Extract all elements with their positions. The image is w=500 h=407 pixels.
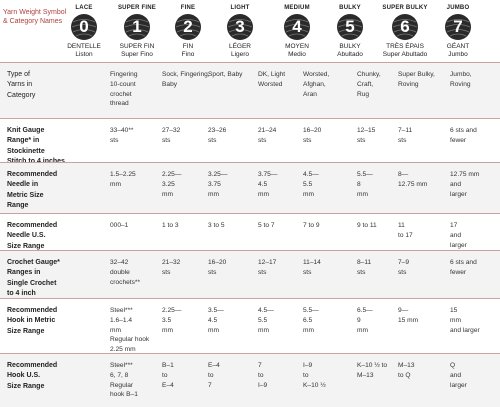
- table-cell: [162, 306, 181, 335]
- cell-line: mm: [357, 190, 368, 198]
- cell-line: 11: [398, 222, 405, 229]
- weight-symbol-6: [378, 4, 432, 59]
- cell-line: mm: [450, 316, 461, 324]
- cell-line: mm: [110, 180, 121, 188]
- cell-line: Roving: [450, 80, 471, 88]
- row-header-line: Recommended: [7, 171, 58, 178]
- row-divider: [0, 353, 500, 354]
- cell-line: 16–20: [303, 127, 322, 134]
- table-cell: [398, 306, 418, 326]
- row-header-line: to 4 inch: [7, 289, 36, 297]
- cell-line: 9—: [398, 307, 409, 314]
- symbol-category: BULKY: [339, 5, 361, 11]
- row-header-line: Size Range: [7, 242, 45, 250]
- symbol-spanish-name: Super Fino: [121, 51, 153, 58]
- table-row: [0, 298, 500, 353]
- cell-line: and: [450, 180, 462, 188]
- table-cell: [208, 70, 242, 80]
- cell-line: Steel***: [110, 307, 133, 314]
- cell-line: sts: [162, 268, 171, 276]
- symbol-french-name: TRÈS ÉPAIS: [386, 43, 424, 50]
- cell-line: fewer: [450, 268, 467, 276]
- cell-line: to 17: [398, 231, 413, 239]
- cell-line: 3 to 5: [208, 222, 225, 229]
- row-divider: [0, 213, 500, 214]
- cell-line: 3.75—: [258, 171, 278, 178]
- row-header-line: Range: [7, 201, 29, 209]
- yarn-ball-icon: [226, 13, 254, 41]
- row-header-line: Type of: [7, 71, 30, 78]
- cell-line: 12.75 mm: [450, 171, 480, 178]
- cell-line: E–4: [208, 362, 220, 369]
- cell-line: Baby: [162, 80, 178, 88]
- symbol-french-name: MOYEN: [285, 43, 309, 50]
- table-cell: [208, 361, 220, 390]
- cell-line: 3.5—: [208, 307, 224, 314]
- table-cell: [357, 70, 381, 99]
- table-cell: [450, 306, 480, 335]
- cell-line: Rug: [357, 90, 370, 98]
- cell-line: 4.5: [258, 180, 268, 188]
- cell-line: sts: [162, 136, 171, 144]
- cell-line: DK, Light: [258, 71, 286, 78]
- cell-line: fewer: [450, 136, 467, 144]
- cell-line: to: [162, 371, 168, 379]
- row-header-line: Needle in: [7, 181, 39, 189]
- table-cell: [258, 70, 285, 90]
- cell-line: 3.5: [162, 316, 172, 324]
- cell-line: 5.5—: [303, 307, 319, 314]
- table-cell: [398, 258, 409, 278]
- symbol-spanish-name: Fino: [181, 51, 195, 58]
- cell-line: Sock, Fingering,: [162, 71, 210, 78]
- row-header-line: Recommended: [7, 362, 58, 369]
- cell-line: sts: [398, 268, 407, 276]
- symbol-french-name: DENTELLE: [67, 43, 101, 50]
- cell-line: 12–15: [357, 127, 376, 134]
- table-cell: [357, 361, 387, 381]
- row-header-line: Range* in: [7, 137, 40, 145]
- cell-line: Worsted,: [303, 71, 330, 78]
- symbol-number: 5: [345, 17, 355, 36]
- cell-line: sts: [303, 136, 312, 144]
- weight-symbol-0: [57, 4, 111, 59]
- cell-line: Worsted: [258, 80, 283, 88]
- row-header: [7, 258, 60, 299]
- cell-line: 10-count: [110, 80, 136, 88]
- cell-line: mm: [208, 190, 219, 198]
- table-cell: [208, 306, 224, 335]
- cell-line: 1.5–2.25: [110, 171, 136, 178]
- table-cell: [398, 70, 435, 90]
- cell-line: double: [110, 268, 130, 276]
- cell-line: M–13: [398, 362, 415, 369]
- cell-line: 27–32: [162, 127, 181, 134]
- cell-line: 9 to 11: [357, 222, 377, 229]
- symbol-category: SUPER BULKY: [382, 5, 428, 11]
- table-row: [0, 353, 500, 407]
- table-cell: [162, 221, 179, 231]
- table-cell: [110, 258, 140, 287]
- cell-line: K–10 ½: [303, 381, 326, 389]
- table-cell: [303, 221, 320, 231]
- weight-symbol-2: [161, 4, 215, 59]
- row-divider: [0, 298, 500, 299]
- yarn-ball-icon: [444, 13, 472, 41]
- cell-line: larger: [450, 190, 467, 198]
- table-cell: [303, 258, 321, 278]
- symbol-number: 7: [453, 17, 463, 36]
- cell-line: 8—: [398, 171, 409, 178]
- row-header-line: Ranges in: [7, 269, 41, 277]
- cell-line: 4.5—: [303, 171, 319, 178]
- table-row: [0, 250, 500, 298]
- cell-line: 6 sts and: [450, 127, 477, 134]
- table-cell: [303, 70, 329, 99]
- symbol-spanish-name: Jumbo: [448, 51, 468, 58]
- cell-line: to: [303, 371, 309, 379]
- cell-line: 1 to 3: [162, 222, 179, 229]
- row-header-line: Size Range: [7, 327, 45, 335]
- row-header: [7, 306, 57, 337]
- row-header-line: Stockinette: [7, 147, 45, 155]
- cell-line: mm: [303, 326, 314, 334]
- table-cell: [450, 70, 472, 90]
- cell-line: 12–17: [258, 259, 277, 266]
- cell-line: thread: [110, 100, 129, 108]
- row-header-line: Knit Gauge: [7, 127, 45, 134]
- symbol-spanish-name: Ligero: [230, 51, 250, 58]
- row-header-line: Crochet Gauge*: [7, 259, 60, 266]
- cell-line: 000–1: [110, 222, 129, 229]
- cell-line: sts: [398, 136, 407, 144]
- row-header: [7, 221, 57, 252]
- table-cell: [398, 126, 412, 146]
- weight-symbol-3: [213, 4, 267, 59]
- cell-line: 2.25—: [162, 307, 182, 314]
- table-cell: [110, 70, 138, 109]
- row-header-line: Size Range: [7, 382, 45, 390]
- table-cell: [110, 126, 133, 146]
- table-cell: [303, 306, 319, 335]
- cell-line: 7: [258, 362, 262, 369]
- row-header: [7, 170, 57, 211]
- cell-line: 6 sts and: [450, 259, 477, 266]
- row-header-line: Recommended: [7, 222, 58, 229]
- cell-line: 3.75: [208, 180, 221, 188]
- symbol-spanish-name: Abultado: [337, 51, 363, 58]
- row-header-line: Category: [7, 91, 36, 99]
- yarn-ball-icon: [123, 13, 151, 41]
- cell-line: 6.5—: [357, 307, 373, 314]
- cell-line: 11–14: [303, 259, 321, 266]
- table-cell: [162, 126, 180, 146]
- cell-line: Chunky,: [357, 71, 381, 78]
- symbol-category: FINE: [180, 5, 196, 11]
- cell-line: Regular: [110, 381, 134, 389]
- cell-line: and: [450, 231, 462, 239]
- symbol-category: SUPER FINE: [117, 5, 156, 11]
- table-cell: [162, 258, 180, 278]
- table-cell: [357, 258, 371, 278]
- symbol-number: 3: [235, 17, 245, 36]
- cell-line: 8: [357, 180, 361, 188]
- row-header-line: Recommended: [7, 307, 58, 314]
- table-cell: [258, 170, 277, 199]
- table-row: [0, 162, 500, 213]
- symbol-spanish-name: Liston: [75, 51, 93, 58]
- cell-line: 23–26: [208, 127, 227, 134]
- cell-line: 4.5: [208, 316, 218, 324]
- cell-line: to: [258, 371, 264, 379]
- yarn-ball-icon: [391, 13, 419, 41]
- table-row: [0, 118, 500, 162]
- table-cell: [208, 258, 226, 278]
- cell-line: hook B–1: [110, 391, 138, 399]
- symbol-number: 4: [292, 17, 302, 36]
- table-cell: [303, 170, 319, 199]
- table-cell: [450, 361, 467, 390]
- cell-line: mm: [258, 326, 269, 334]
- cell-line: E–4: [162, 381, 174, 389]
- cell-line: 6.5: [303, 316, 313, 324]
- row-header-line: Hook U.S.: [7, 372, 41, 380]
- cell-line: 1.6–1.4: [110, 316, 132, 324]
- table-cell: [357, 221, 377, 231]
- symbol-french-name: SUPER FIN: [119, 43, 155, 50]
- cell-line: 15: [450, 307, 458, 314]
- row-header-line: Needle U.S.: [7, 232, 46, 240]
- yarn-ball-icon: [283, 13, 311, 41]
- table-cell: [162, 70, 210, 90]
- cell-line: 16–20: [208, 259, 227, 266]
- corner-title-line: Yarn Weight Symbol: [3, 9, 67, 16]
- table-cell: [450, 170, 479, 199]
- symbol-french-name: GÉANT: [446, 43, 470, 50]
- weight-symbol-7: [431, 4, 485, 59]
- table-cell: [208, 170, 227, 199]
- table-cell: [110, 221, 128, 231]
- symbol-french-name: FIN: [182, 43, 194, 50]
- cell-line: crochets**: [110, 278, 141, 286]
- cell-line: Super Bulky,: [398, 71, 435, 78]
- cell-line: I–9: [303, 362, 313, 369]
- cell-line: 3.25: [162, 180, 175, 188]
- cell-line: 33–40**: [110, 127, 134, 134]
- cell-line: Roving: [398, 80, 419, 88]
- symbol-french-name: LÉGER: [228, 43, 252, 50]
- symbol-category: MEDIUM: [284, 5, 310, 11]
- cell-line: mm: [162, 190, 173, 198]
- table-row: [0, 213, 500, 250]
- table-cell: [258, 126, 276, 146]
- cell-line: 5.5: [303, 180, 313, 188]
- cell-line: mm: [357, 326, 368, 334]
- table-cell: [303, 126, 321, 146]
- cell-line: larger: [450, 241, 467, 249]
- table-cell: [398, 361, 415, 381]
- table-cell: [110, 306, 149, 355]
- cell-line: 5.5: [258, 316, 268, 324]
- cell-line: K–10 ½ to: [357, 362, 388, 369]
- symbol-spanish-name: Super Abultado: [382, 51, 428, 58]
- symbol-spanish-name: Medio: [288, 51, 306, 58]
- cell-line: sts: [258, 268, 267, 276]
- cell-line: to Q: [398, 371, 411, 379]
- cell-line: sts: [208, 268, 217, 276]
- cell-line: 7: [208, 381, 212, 389]
- table-cell: [450, 221, 467, 250]
- cell-line: Craft,: [357, 80, 374, 88]
- cell-line: Sport, Baby: [208, 71, 243, 78]
- symbol-number: 6: [400, 17, 410, 36]
- cell-line: 3.25—: [208, 171, 228, 178]
- cell-line: 7–9: [398, 259, 410, 266]
- table-cell: [208, 221, 225, 231]
- table-cell: [162, 361, 174, 390]
- corner-title-line: & Category Names: [3, 18, 63, 25]
- weight-symbol-5: [323, 4, 377, 59]
- cell-line: I–9: [258, 381, 268, 389]
- table-cell: [258, 306, 274, 335]
- cell-line: sts: [208, 136, 217, 144]
- cell-line: 6, 7, 8: [110, 371, 129, 379]
- table-cell: [357, 170, 373, 199]
- table-cell: [303, 361, 326, 390]
- cell-line: mm: [110, 326, 121, 334]
- cell-line: sts: [258, 136, 267, 144]
- symbol-number: 0: [79, 17, 89, 36]
- cell-line: crochet: [110, 90, 132, 98]
- cell-line: sts: [357, 268, 366, 276]
- cell-line: 5.5—: [357, 171, 373, 178]
- cell-line: Fingering: [110, 71, 138, 78]
- cell-line: larger: [450, 381, 467, 389]
- row-header-line: Metric Size: [7, 191, 44, 199]
- table-cell: [208, 126, 226, 146]
- cell-line: 9: [357, 316, 361, 324]
- symbol-category: LIGHT: [230, 5, 250, 11]
- cell-line: to: [208, 371, 214, 379]
- cell-line: mm: [258, 190, 269, 198]
- table-cell: [398, 170, 427, 190]
- cell-line: 4.5—: [258, 307, 274, 314]
- row-header-line: Yarns in: [7, 81, 33, 89]
- symbol-number: 1: [132, 17, 142, 36]
- cell-line: and larger: [450, 326, 480, 334]
- cell-line: 15 mm: [398, 316, 419, 324]
- cell-line: sts: [110, 136, 119, 144]
- cell-line: 21–24: [258, 127, 277, 134]
- cell-line: Steel***: [110, 362, 133, 369]
- cell-line: 12.75 mm: [398, 180, 428, 188]
- row-divider: [0, 162, 500, 163]
- table-cell: [258, 221, 275, 231]
- table-row: [0, 62, 500, 118]
- cell-line: 21–32: [162, 259, 181, 266]
- symbol-french-name: BULKY: [339, 43, 361, 50]
- row-divider: [0, 118, 500, 119]
- cell-line: B–1: [162, 362, 174, 369]
- weight-symbol-4: [270, 4, 324, 59]
- cell-line: and: [450, 371, 462, 379]
- cell-line: 5 to 7: [258, 222, 275, 229]
- table-cell: [398, 221, 413, 241]
- cell-line: sts: [303, 268, 312, 276]
- cell-line: 32–42: [110, 259, 129, 266]
- table-cell: [110, 170, 136, 190]
- row-header-line: Hook in Metric: [7, 317, 56, 325]
- yarn-ball-icon: [174, 13, 202, 41]
- symbol-category: LACE: [75, 5, 93, 11]
- table-cell: [110, 361, 138, 400]
- row-divider: [0, 62, 500, 63]
- table-cell: [450, 126, 477, 146]
- cell-line: mm: [208, 326, 219, 334]
- row-header-line: Single Crochet: [7, 279, 57, 287]
- cell-line: 2.25—: [162, 171, 182, 178]
- row-divider: [0, 250, 500, 251]
- cell-line: sts: [357, 136, 366, 144]
- cell-line: 7 to 9: [303, 222, 320, 229]
- cell-line: 17: [450, 222, 458, 229]
- row-header: [7, 70, 35, 101]
- cell-line: mm: [162, 326, 173, 334]
- cell-line: Aran: [303, 90, 317, 98]
- cell-line: M–13: [357, 371, 374, 379]
- row-header: [7, 126, 65, 167]
- table-cell: [450, 258, 477, 278]
- table-cell: [357, 306, 373, 335]
- yarn-ball-icon: [336, 13, 364, 41]
- table-cell: [357, 126, 375, 146]
- yarn-ball-icon: [70, 13, 98, 41]
- cell-line: mm: [303, 190, 314, 198]
- row-header: [7, 361, 57, 392]
- symbol-category: JUMBO: [446, 5, 470, 11]
- table-cell: [258, 258, 276, 278]
- cell-line: 2.25 mm: [110, 346, 136, 354]
- table-cell: [258, 361, 267, 390]
- cell-line: Afghan,: [303, 80, 326, 88]
- symbol-number: 2: [183, 17, 193, 36]
- cell-line: Regular hook: [110, 336, 150, 344]
- weight-symbol-1: [110, 4, 164, 59]
- cell-line: Q: [450, 362, 456, 369]
- cell-line: 8–11: [357, 259, 372, 266]
- cell-line: 7–11: [398, 127, 413, 134]
- table-cell: [162, 170, 181, 199]
- cell-line: Jumbo,: [450, 71, 472, 78]
